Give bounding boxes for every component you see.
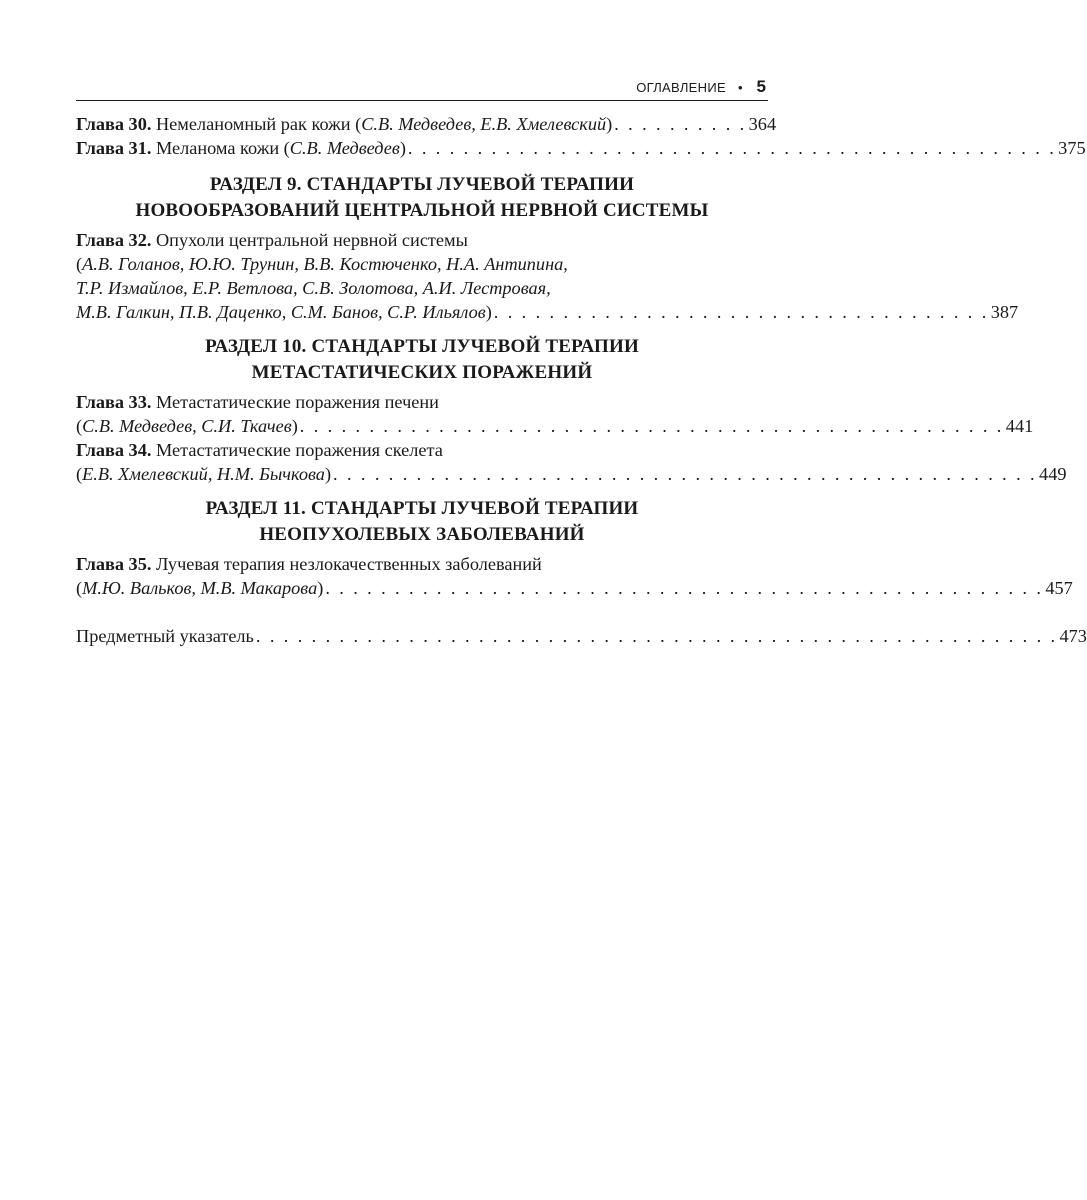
section-heading-10 (76, 334, 768, 386)
dot-leader: . . . . . . . . . . . . . . . . . . . . . . . . . . . . . . . . . . . . . . . . . . . . . . . . . . . (299, 416, 1004, 436)
page-ref: 364 (748, 114, 777, 134)
section-heading-line: РАЗДЕЛ 10. СТАНДАРТЫ ЛУЧЕВОЙ ТЕРАПИИ (205, 336, 639, 357)
chapter-authors: С.В. Медведев, Е.В. Хмелевский (361, 114, 607, 134)
paren-close: ) (606, 114, 613, 134)
paren-open: ( (76, 578, 83, 598)
section-heading-line: НОВООБРАЗОВАНИЙ ЦЕНТРАЛЬНОЙ НЕРВНОЙ СИСТЕМЫ (135, 200, 709, 221)
toc-entry-subject-index[interactable] (76, 624, 1087, 648)
chapter-authors: С.В. Медведев (289, 138, 400, 158)
chapter-authors: С.В. Медведев, С.И. Ткачев (82, 416, 292, 436)
toc-entry-chapter-33[interactable] (76, 390, 1034, 438)
toc-entry-chapter-32[interactable] (76, 228, 1019, 324)
paren-open: ( (76, 416, 83, 436)
page-ref: 441 (1005, 416, 1034, 436)
running-head-title: ОГЛАВЛЕНИЕ (636, 79, 726, 95)
paren-open: ( (76, 254, 83, 274)
paren-close: ) (399, 138, 406, 158)
section-heading-11 (76, 496, 768, 548)
paren-close: ) (317, 578, 324, 598)
chapter-authors: Т.Р. Измайлов, Е.Р. Ветлова, С.В. Золотова, А.И. Лестровая, (76, 278, 551, 298)
dot-leader: . . . . . . . . . . . . . . . . . . . . . . . . . . . . . . . . . . . . . . . . . . . . . . . . . . . . . . . . . . (255, 626, 1058, 646)
chapter-label: Глава 34. (76, 440, 152, 460)
page-ref: 449 (1039, 464, 1067, 484)
page-ref: 375 (1058, 138, 1086, 158)
chapter-authors: М.Ю. Вальков, М.В. Макарова (82, 578, 318, 598)
chapter-authors: Е.В. Хмелевский, Н.М. Бычкова (82, 464, 325, 484)
toc-entry-chapter-35[interactable] (76, 552, 1073, 600)
paren-close: ) (324, 464, 332, 484)
chapter-title: Метастатические поражения печени (155, 392, 439, 412)
section-heading-line: РАЗДЕЛ 11. СТАНДАРТЫ ЛУЧЕВОЙ ТЕРАПИИ (205, 498, 639, 519)
toc-entry-chapter-34[interactable] (76, 438, 1067, 486)
index-title: Предметный указатель (76, 626, 254, 646)
paren-close: ) (291, 416, 298, 436)
dot-leader: . . . . . . . . . . . . . . . . . . . . . . . . . . . . . . . . . . . . . . . . . . . . . . . . . . . . (325, 578, 1044, 598)
chapter-title: Метастатические поражения скелета (155, 440, 443, 460)
chapter-label: Глава 30. (76, 114, 152, 134)
toc-entry-chapter-31[interactable] (76, 136, 1086, 160)
dot-leader: . . . . . . . . . . . . . . . . . . . . . . . . . . . . . . . . . . . . . . . . . . . . . . . (407, 138, 1057, 158)
section-heading-line: МЕТАСТАТИЧЕСКИХ ПОРАЖЕНИЙ (251, 362, 593, 383)
paren-close: ) (485, 302, 492, 322)
section-heading-line: РАЗДЕЛ 9. СТАНДАРТЫ ЛУЧЕВОЙ ТЕРАПИИ (209, 174, 635, 195)
chapter-title: Опухоли центральной нервной системы (155, 230, 468, 250)
chapter-label: Глава 32. (76, 230, 152, 250)
toc-entry-chapter-30[interactable] (76, 112, 777, 136)
dot-leader: . . . . . . . . . . (614, 114, 747, 134)
chapter-label: Глава 31. (76, 138, 152, 158)
chapter-authors: М.В. Галкин, П.В. Даценко, С.М. Банов, С.Р. Ильялов (76, 302, 486, 322)
dot-leader: . . . . . . . . . . . . . . . . . . . . . . . . . . . . . . . . . . . . . . . . . . . . . . . . . . . (333, 464, 1038, 484)
page-ref: 457 (1045, 578, 1073, 598)
running-head (76, 74, 768, 101)
chapter-title: Меланома кожи ( (155, 138, 290, 158)
paren-open: ( (76, 464, 83, 484)
bullet-separator: • (737, 79, 743, 95)
chapter-label: Глава 35. (76, 554, 152, 574)
section-heading-9 (76, 172, 768, 224)
page-ref: 473 (1059, 626, 1087, 646)
page-ref: 387 (990, 302, 1019, 322)
toc-list (76, 112, 1087, 648)
chapter-label: Глава 33. (76, 392, 152, 412)
chapter-title: Немеланомный рак кожи ( (155, 114, 362, 134)
dot-leader: . . . . . . . . . . . . . . . . . . . . . . . . . . . . . . . . . . . . (493, 302, 989, 322)
page-number: 5 (756, 77, 766, 96)
chapter-title: Лучевая терапия незлокачественных заболеваний (155, 554, 542, 574)
section-heading-line: НЕОПУХОЛЕВЫХ ЗАБОЛЕВАНИЙ (259, 524, 585, 545)
chapter-authors: А.В. Голанов, Ю.Ю. Трунин, В.В. Костюченко, Н.А. Антипина, (82, 254, 568, 274)
